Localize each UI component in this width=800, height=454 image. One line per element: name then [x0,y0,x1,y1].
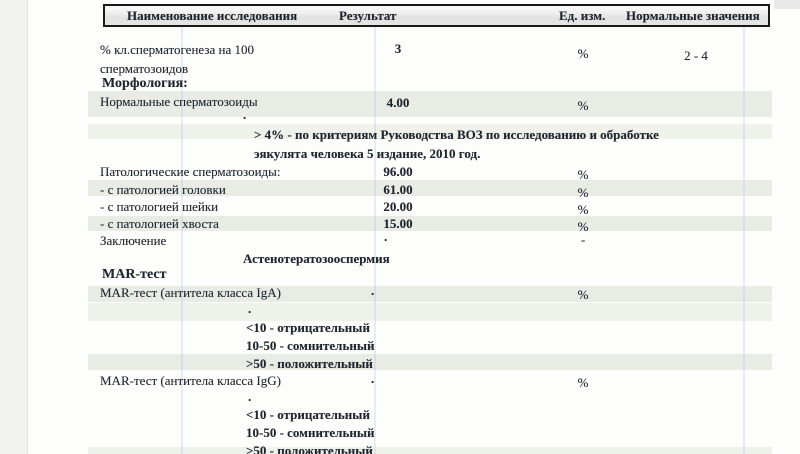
mar-igg-scale-positive: >50 - положительный [246,443,373,454]
row-label-spermatogenesis: % кл.сперматогенеза на 100 сперматозоидов [100,42,254,76]
row-label-head-pathology: - с патологией головки [100,182,226,197]
row-unit-normal-sperm: % [577,98,589,113]
row-label-mar-igg: MAR-тест (антитела класса IgG) [100,373,281,388]
row-result-spermatogenesis: 3 [394,41,402,56]
row-unit-spermatogenesis: % [577,46,589,61]
column-header-name: Наименование исследования [127,8,298,23]
mar-iga-scale-negative: <10 - отрицательный [246,320,370,335]
conclusion-value: Астенотератозооспермия [243,251,390,266]
mar-iga-scale-positive: >50 - положительный [246,356,373,371]
row-result-neck-pathology: 20.00 [383,199,413,214]
row-shading-band [88,447,772,454]
report-table-header [103,4,770,27]
scan-fold-line [743,27,745,454]
row-unit-conclusion: - [580,232,586,247]
scan-left-margin [0,0,28,454]
row-result-normal-sperm: 4.00 [386,95,410,110]
mar-igg-scale-doubtful: 10-50 - сомнительный [246,425,375,440]
row-result-conclusion: . [384,229,388,244]
scan-corner-shade [774,0,800,9]
who-criteria-note: > 4% - по критериям Руководства ВОЗ по исследованию и обработке эякулята человека 5 издание, 2010 год. [254,127,659,161]
mar-igg-scale-negative: <10 - отрицательный [246,407,370,422]
row-unit-head-pathology: % [577,185,589,200]
row-result-head-pathology: 61.00 [383,182,413,197]
row-label-mar-iga: MAR-тест (антитела класса IgA) [100,285,281,300]
scan-fold-line [374,27,376,454]
row-label-pathological: Патологические сперматозоиды: [100,164,281,179]
row-result-mar-igg: . [371,371,375,386]
stray-dot: . [248,389,252,404]
row-shading-band [88,354,772,370]
section-mar-test: MAR-тест [102,267,167,282]
section-morphology: Морфология: [102,76,188,91]
column-header-unit: Ед. изм. [559,8,606,23]
stray-dot: . [248,301,252,316]
row-unit-mar-iga: % [577,287,589,302]
row-shading-band [88,303,772,321]
row-normal-spermatogenesis: 2 - 4 [684,48,708,63]
row-unit-tail-pathology: % [577,219,589,234]
stray-dot: . [243,107,247,122]
row-result-mar-iga: . [371,283,375,298]
row-label-normal-sperm: Нормальные сперматозоиды [100,94,258,109]
row-result-tail-pathology: 15.00 [383,216,413,231]
row-label-tail-pathology: - с патологией хвоста [100,216,219,231]
row-unit-pathological: % [577,167,589,182]
mar-iga-scale-doubtful: 10-50 - сомнительный [246,338,375,353]
column-header-normal: Нормальные значения [626,8,760,23]
row-label-conclusion: Заключение [100,233,167,248]
row-label-neck-pathology: - с патологией шейки [100,199,219,214]
column-header-result: Результат [339,8,397,23]
row-result-pathological: 96.00 [383,164,413,179]
row-unit-neck-pathology: % [577,202,589,217]
row-unit-mar-igg: % [577,375,589,390]
